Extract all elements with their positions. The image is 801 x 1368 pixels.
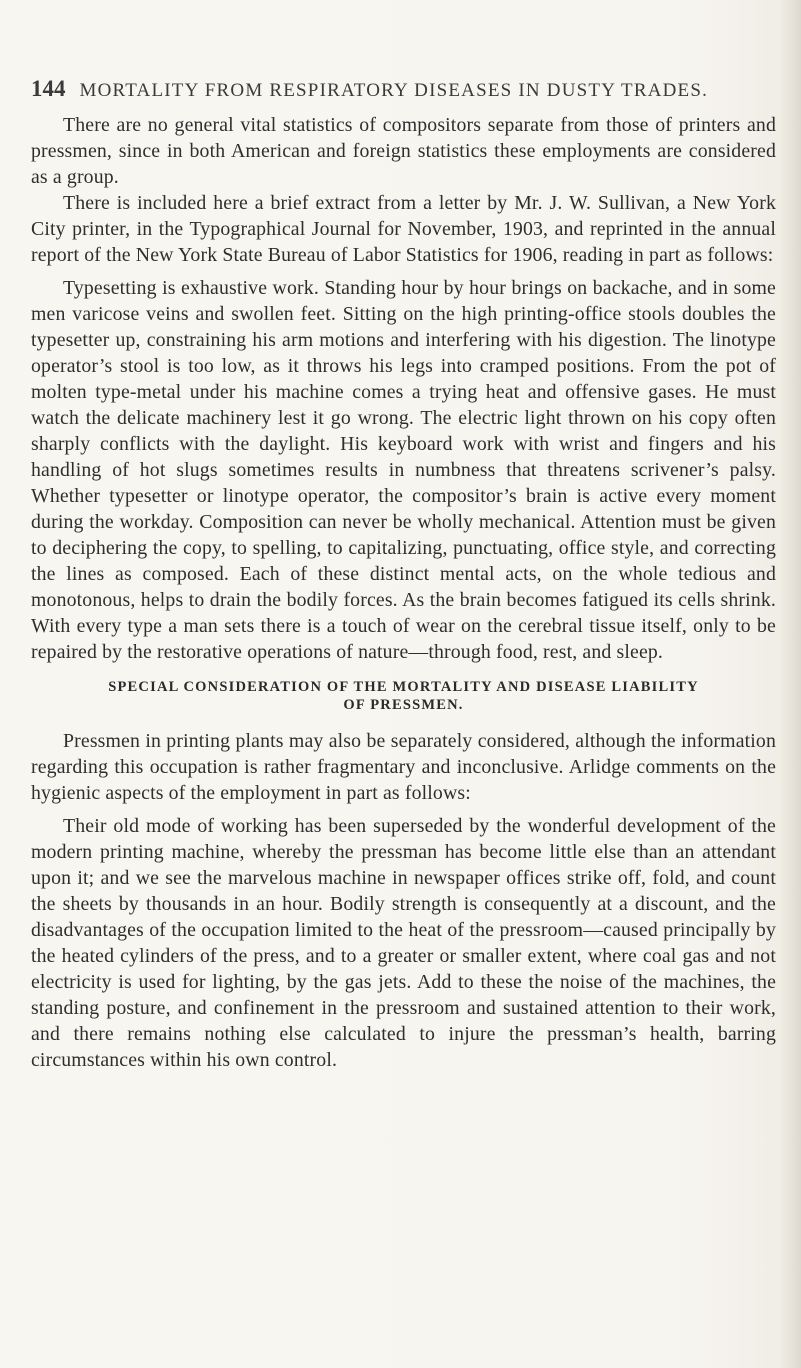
quote-typesetting: Typesetting is exhaustive work. Standing hour by hour brings on backache, and in some men varicose veins and swollen feet. Sitting on the high printing-office stools doubles the typesetter up, constraining his arm motions and interfering with his digestion. The linotype operator’s stool is too low, as it throws his legs into cramped positions. From the pot of molten type-metal under his machine comes a trying heat and offensive gases. He must watch the delicate machinery lest it go wrong. The electric light thrown on his copy often sharply conflicts with the daylight. His keyboard work with wrist and fingers and his handling of hot slugs sometimes results in numbness that threatens scrivener’s palsy. Whether typesetter or linotype operator, the compositor’s brain is active every moment during the workday. Composition can never be wholly mechanical. Attention must be given to deciphering the copy, to spelling, to capitalizing, punctuating, office style, and correcting the lines as composed. Each of these distinct mental acts, on the whole tedious and monotonous, helps to drain the bodily forces. As the brain becomes fatigued its cells shrink. With every type a man sets there is a touch of wear on the cerebral tissue itself, only to be repaired by the restorative operations of nature—through food, rest, and sleep. [31,277,776,663]
paragraph-sullivan-letter: There is included here a brief extract from a letter by Mr. J. W. Sullivan, a New York City printer, in the Typographical Journal for November, 1903, and reprinted in the annual report of the New York State Bureau of Labor Statistics for 1906, reading in part as follows: [31,192,776,266]
page-edge-shadow [779,0,801,1368]
page-number: 144 [31,76,66,101]
section-heading-line-1: SPECIAL CONSIDERATION OF THE MORTALITY AND DISEASE LIABILITY [108,679,699,695]
page-header [31,76,751,106]
section-heading-line-2: OF PRESSMEN. [343,697,464,713]
quote-arlidge: Their old mode of working has been superseded by the wonderful development of the modern printing machine, whereby the pressman has become little else than an attendant upon it; and we see the marvelous machine in newspaper offices strike off, fold, and count the sheets by thousands in an hour. Bodily strength is consequently at a discount, and the disadvantages of the occupation limited to the heat of the pressroom—caused principally by the heated cylinders of the press, and to a greater or smaller extent, where coal gas and not electricity is used for lighting, by the gas jets. Add to these the noise of the machines, the standing posture, and confinement in the pressroom and sustained attention to their work, and there remains nothing else calculated to injure the pressman’s health, barring circumstances within his own control. [31,815,776,1071]
running-head: MORTALITY FROM RESPIRATORY DISEASES IN DUSTY TRADES. [79,80,709,101]
page-content [31,112,776,1073]
paragraph-compositor-statistics: There are no general vital statistics of compositors separate from those of printers and pressmen, since in both American and foreign statistics these employments are considered as a group. [31,114,776,188]
section-heading-pressmen [31,678,776,714]
paragraph-pressmen-intro: Pressmen in printing plants may also be separately considered, although the information regarding this occupation is rather fragmentary and inconclusive. Arlidge comments on the hygienic aspects of the employment in part as follows: [31,730,776,804]
